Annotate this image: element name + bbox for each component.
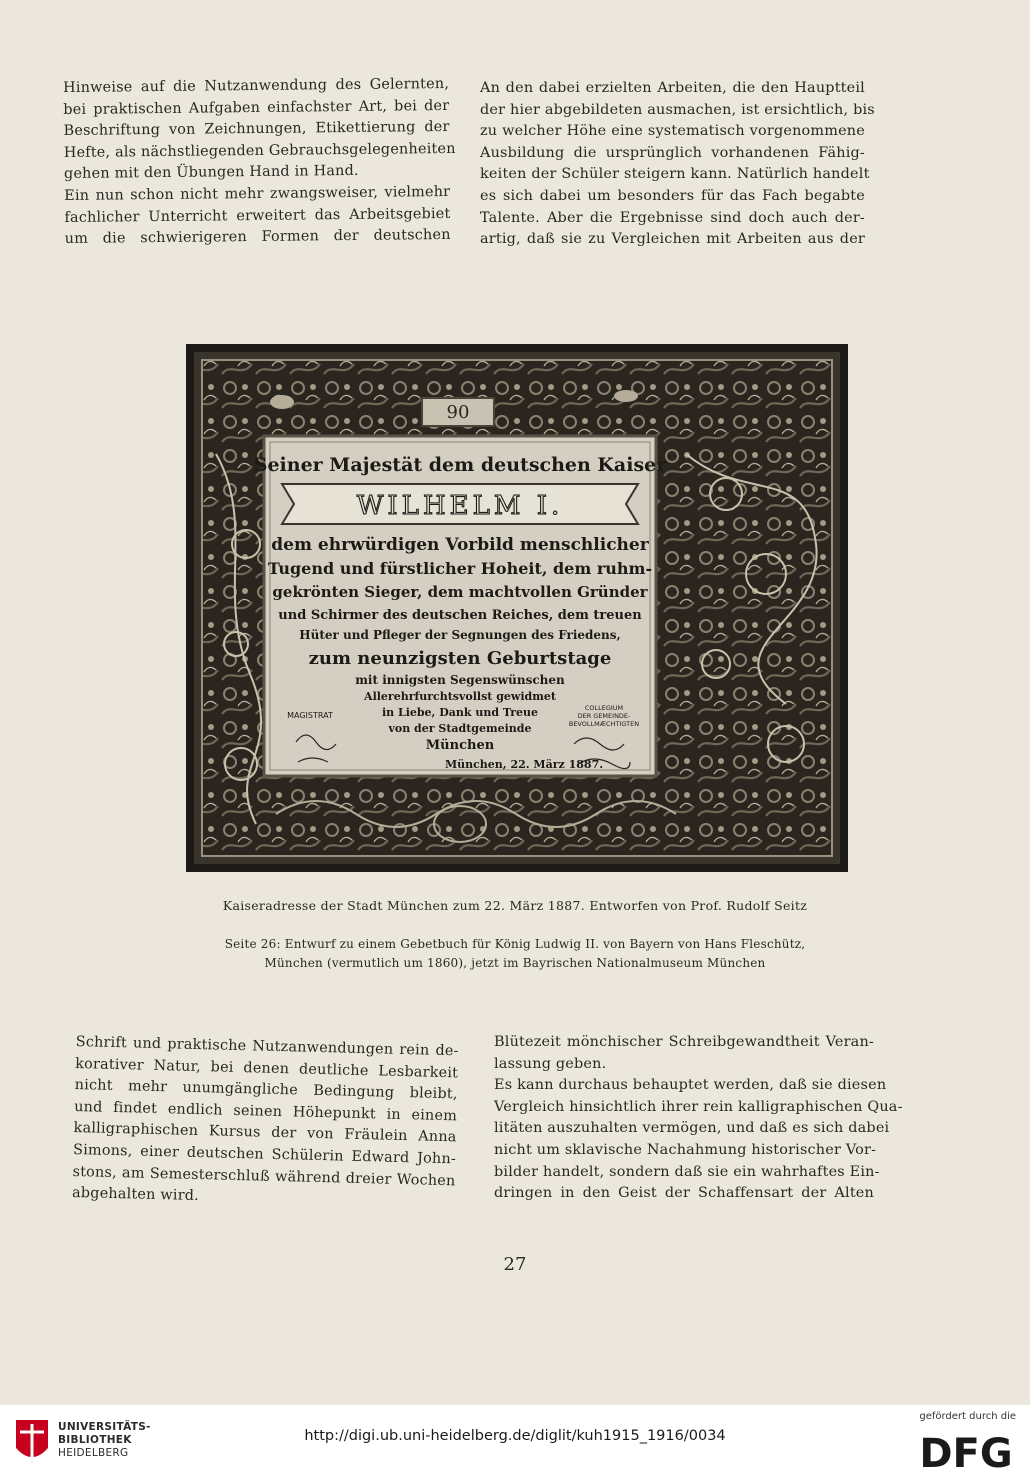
plate-body-line: München <box>425 738 495 753</box>
text-line: kalligraphischen Kursus der von Fräulein Anna <box>73 1120 457 1146</box>
text-line: litäten auszuhalten vermögen, und daß es sich dabei <box>494 1120 890 1137</box>
plate-body-line: dem ehrwürdigen Vorbild menschlicher <box>271 535 649 555</box>
text-line: An den dabei erzielten Arbeiten, die den Hauptteil <box>480 80 865 96</box>
caption-line: München (vermutlich um 1860), jetzt im Bayrischen Nationalmuseum München <box>264 956 766 970</box>
text-line: fachlicher Unterricht erweitert das Arbeitsgebiet <box>64 205 451 226</box>
text-line: Ausbildung die ursprünglich vorhandenen Fähig- <box>480 144 865 161</box>
text-line: stons, am Semesterschluß während dreier Wochen <box>72 1163 456 1189</box>
text-column-top-right <box>480 78 875 251</box>
text-line: artig, daß sie zu Vergleichen mit Arbeiten aus der <box>480 231 865 248</box>
permalink-url[interactable]: http://digi.ub.uni-heidelberg.de/diglit/kuh1915_1916/0034 <box>304 1428 726 1444</box>
text-line: nicht mehr unumgängliche Bedingung bleibt, <box>74 1077 458 1103</box>
text-line: Schrift und praktische Nutzanwendungen rein de- <box>75 1033 459 1060</box>
dfg-logo-icon[interactable] <box>916 1427 1016 1473</box>
plate-body-line: von der Stadtgemeinde <box>388 722 532 735</box>
caption-line: Seite 26: Entwurf zu einem Gebetbuch für König Ludwig II. von Bayern von Hans Fleschütz, <box>224 937 806 951</box>
text-line: lassung geben. <box>494 1055 607 1072</box>
plate-right-label: DER GEMEINDE- <box>577 712 631 720</box>
figure-caption-secondary <box>120 935 910 973</box>
plate-body-line: zum neunzigsten Geburtstage <box>308 648 612 669</box>
text-line: Beschriftung von Zeichnungen, Etikettierung der <box>63 119 450 140</box>
plate-left-label: MAGISTRAT <box>287 711 333 720</box>
plate-body-line: Hüter und Pfleger der Segnungen des Friedens, <box>299 628 621 642</box>
text-line: Hinweise auf die Nutzanwendung des Gelernten, <box>63 75 450 96</box>
text-line: Talente. Aber die Ergebnisse sind doch auch der- <box>480 209 865 226</box>
plate-body-line: Tugend und fürstlicher Hoheit, dem ruhm- <box>267 559 653 578</box>
text-line: Vergleich hinsichtlich ihrer rein kalligraphischen Qua- <box>494 1098 903 1115</box>
ornate-address-plate <box>186 344 848 872</box>
plate-body-line: mit innigsten Segenswünschen <box>355 673 565 687</box>
text-line: korativer Natur, bei denen deutliche Lesbarkeit <box>75 1055 459 1081</box>
plate-title: Seiner Majestät dem deutschen Kaiser <box>253 454 667 476</box>
plate-banner: WILHELM I. <box>356 491 564 521</box>
plate-body-line: in Liebe, Dank und Treue <box>381 706 539 719</box>
plate-number: 90 <box>446 402 470 423</box>
plate-body-line: gekrönten Sieger, dem machtvollen Gründer <box>272 583 648 601</box>
text-line: der hier abgebildeten ausmachen, ist ersichtlich, bis <box>480 101 875 118</box>
text-line: Hefte, als nächstliegenden Gebrauchsgelegenheiten <box>63 140 456 161</box>
text-line: Blütezeit mönchischer Schreibgewandtheit Veran- <box>494 1034 874 1050</box>
text-line: bei praktischen Aufgaben einfachster Art, bei der <box>63 97 450 118</box>
text-line: keiten der Schüler steigern kann. Natürlich handelt <box>480 166 870 183</box>
plate-right-label: COLLEGIUM <box>584 704 624 712</box>
text-line: bilder handelt, sondern daß sie ein wahrhaftes Ein- <box>494 1163 880 1180</box>
text-column-bottom-right <box>494 1032 903 1205</box>
figure-caption: Kaiseradresse der Stadt München zum 22. März 1887. Entworfen von Prof. Rudolf Seitz <box>222 898 808 913</box>
text-line: Es kann durchaus behauptet werden, daß sie diesen <box>494 1077 887 1094</box>
plate-body-line: Allerehrfurchtsvollst gewidmet <box>364 690 556 703</box>
text-line: zu welcher Höhe eine systematisch vorgenommene <box>480 123 865 140</box>
text-line: nicht um sklavische Nachahmung historischer Vor- <box>494 1141 877 1158</box>
text-line: es sich dabei um besonders für das Fach begabte <box>480 187 865 204</box>
text-line: Ein nun schon nicht mehr zwangsweiser, vielmehr <box>64 183 451 204</box>
text-column-top-left <box>63 74 456 251</box>
text-line: um die schwierigeren Formen der deutschen <box>64 227 451 248</box>
text-line: dringen in den Geist der Schaffensart der Alten <box>494 1185 874 1202</box>
text-line: und findet endlich seinen Höhepunkt in einem <box>73 1098 458 1125</box>
funding-note: gefördert durch die <box>919 1411 1016 1422</box>
plate-right-label: BEVOLLMÆCHTIGTEN <box>568 720 640 728</box>
text-line: abgehalten wird. <box>71 1185 200 1205</box>
viewer-footer <box>0 1405 1030 1480</box>
illustration-kaiseradresse <box>186 344 848 872</box>
page-number: 27 <box>503 1254 527 1275</box>
university-library-name[interactable]: UNIVERSITÄTS- BIBLIOTHEK HEIDELBERG <box>58 1421 151 1459</box>
plate-date: München, 22. März 1887. <box>444 758 604 771</box>
text-column-bottom-left <box>72 1032 459 1214</box>
text-line: Simons, einer deutschen Schülerin Edward John- <box>72 1141 457 1168</box>
svg-text:DFG: DFG <box>919 1431 1013 1473</box>
plate-body-line: und Schirmer des deutschen Reiches, dem treuen <box>278 608 642 623</box>
text-line: gehen mit den Übungen Hand in Hand. <box>63 163 359 183</box>
